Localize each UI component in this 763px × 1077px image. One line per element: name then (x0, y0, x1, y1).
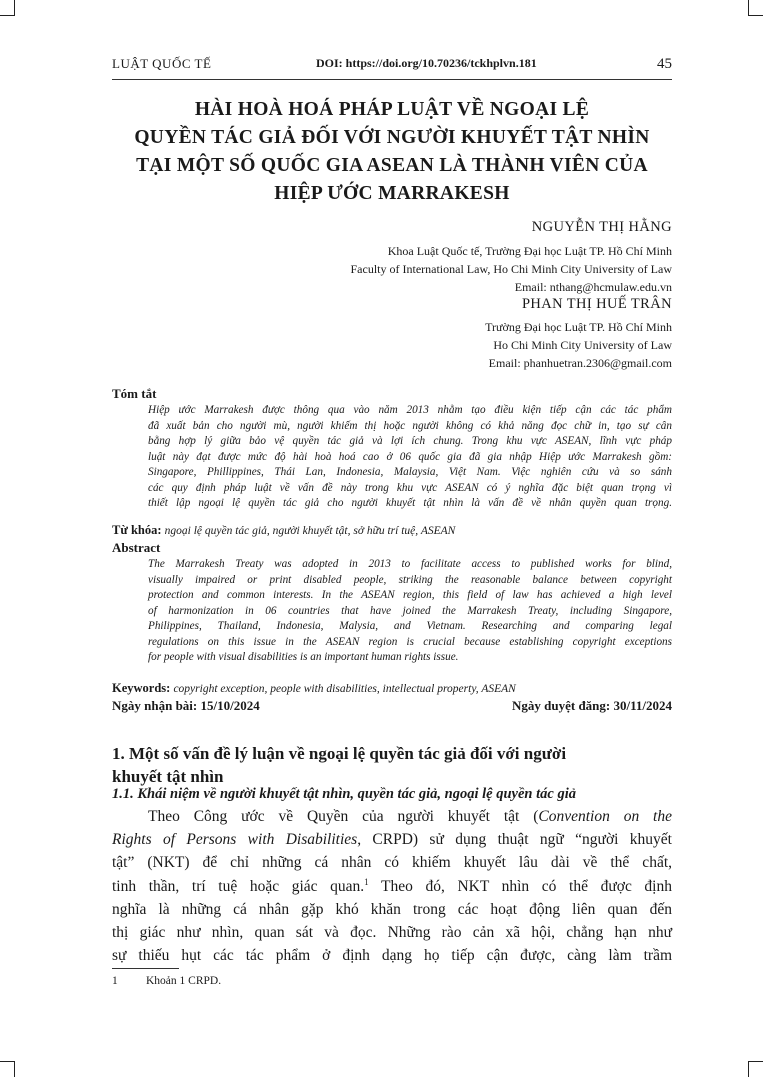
summary-line: Hiệp ước Marrakesh được thông qua vào năm 2013 nhằm tạo điều kiện tiếp cận các tác phẩm (148, 404, 672, 416)
footnote-divider (112, 968, 179, 969)
abstract-line: protection and common interests. In the ASEAN region, this field of law has achieved a high level (148, 589, 672, 601)
body-line: Theo Công ước về Quyền của người khuyết tật (Convention on the (148, 808, 672, 825)
author-1-affiliation-en: Faculty of International Law, Ho Chi Minh City University of Law (350, 262, 672, 276)
author-2-affiliation-vi: Trường Đại học Luật TP. Hồ Chí Minh (485, 320, 672, 334)
crop-mark-top-left-v (14, 0, 15, 16)
abstract-line: visually impaired or print disabled people, striking the reasonable balance between copyright (148, 573, 672, 586)
title-line: QUYỀN TÁC GIẢ ĐỐI VỚI NGƯỜI KHUYẾT TẬT NHÌN (134, 127, 650, 148)
abstract-line: Philippines, Thailand, Indonesia, Malysia, and Vietnam. Researching and comparing legal (148, 620, 672, 632)
summary-line: đã xuất bản cho người mù, người khiếm thị hoặc người không có khả năng đọc chữ in, tạo sự cân (148, 419, 672, 432)
keywords-en-text: copyright exception, people with disabilities, intellectual property, ASEAN (173, 683, 516, 695)
author-2-affiliation-en: Ho Chi Minh City University of Law (493, 338, 672, 352)
author-1-affiliation-vi: Khoa Luật Quốc tế, Trường Đại học Luật TP. Hồ Chí Minh (387, 244, 672, 258)
summary-text (148, 403, 672, 512)
summary-line: bằng hợp lý giữa bảo vệ quyền tác giả và lợi ích chung. Trong khu vực ASEAN, lĩnh vực pháp (148, 435, 672, 447)
abstract-line: for people with visual disabilities is an important human rights issue. (148, 651, 459, 663)
title-line: HÀI HOÀ HOÁ PHÁP LUẬT VỀ NGOẠI LỆ (194, 99, 590, 120)
crop-mark-bottom-right-v (748, 1061, 749, 1077)
crop-mark-top-right-h (749, 15, 763, 16)
keywords-en-label: Keywords: (112, 681, 171, 695)
abstract-label: Abstract (112, 540, 161, 555)
body-line: thị giác như nhìn, quan sát và đọc. Những rào cản xã hội, chẳng hạn như (112, 924, 672, 942)
doi-link[interactable]: DOI: https://doi.org/10.70236/tckhplvn.181 (316, 56, 537, 70)
received-date: Ngày nhận bài: 15/10/2024 (112, 698, 260, 713)
keywords-en (112, 681, 516, 696)
abstract-line: The Marrakesh Treaty was adopted in 2013 to facilitate access to published works for blind, (148, 558, 672, 570)
journal-section-name: LUẬT QUỐC TẾ (112, 56, 212, 71)
footnote-number: 1 (112, 975, 118, 987)
keywords-vi (112, 523, 455, 538)
body-line: sự thiếu hụt các tác phẩm ở định dạng họ tiếp cận được, càng làm trầm (112, 947, 672, 965)
subsection-heading: 1.1. Khái niệm về người khuyết tật nhìn, quyền tác giả, ngoại lệ quyền tác giả (112, 786, 576, 802)
accepted-date: Ngày duyệt đăng: 30/11/2024 (512, 698, 672, 713)
crop-mark-bottom-left-v (14, 1061, 15, 1077)
article-dates (112, 698, 672, 714)
section-heading-line: khuyết tật nhìn (112, 767, 224, 786)
title-line: HIỆP ƯỚC MARRAKESH (274, 183, 510, 204)
abstract-line: regulations on this issue in the ASEAN region is crucial because establishing copyright exceptions (148, 635, 672, 648)
body-line: Rights of Persons with Disabilities, CRPD) sử dụng thuật ngữ “người khuyết (112, 831, 672, 849)
footnote-ref[interactable]: 1 (364, 876, 369, 887)
section-heading (112, 742, 672, 788)
keywords-vi-text: ngoại lệ quyền tác giả, người khuyết tật, sở hữu trí tuệ, ASEAN (164, 525, 456, 537)
footnote-text: Khoản 1 CRPD. (146, 975, 222, 987)
body-paragraph (112, 805, 672, 967)
running-header (112, 56, 672, 74)
crop-mark-top-right-v (748, 0, 749, 16)
body-line: tinh thần, trí tuệ hoặc giác quan.$^1$ Theo đó, NKT nhìn có thể được định (112, 876, 672, 895)
body-line: nghĩa là những cá nhân gặp khó khăn trong các hoạt động liên quan đến (112, 900, 672, 918)
summary-line: Singapore, Phillippines, Thái Lan, Indonesia, Malaysia, Việt Nam. Việc nghiên cứu và so sánh (148, 466, 672, 478)
abstract-line: of harmonization in 06 countries that have joined the Marrakesh Treaty, including Singapore, (148, 604, 672, 617)
crop-mark-bottom-right-h (749, 1061, 763, 1062)
crop-mark-top-left-h (0, 15, 14, 16)
body-line: tật” (NKT) để chỉ những cá nhân có khiếm khuyết lâu dài về thể chất, (112, 854, 672, 872)
summary-line: các quy định pháp luật về vấn đề này trong khu vực ASEAN có ý nghĩa đặc biệt quan trọng vì (148, 481, 672, 494)
article-title (112, 96, 672, 208)
keywords-vi-label: Từ khóa: (112, 523, 162, 537)
crop-mark-bottom-left-h (0, 1061, 14, 1062)
author-1-email[interactable]: Email: nthang@hcmulaw.edu.vn (514, 280, 672, 294)
page-number: 45 (657, 56, 672, 72)
summary-label: Tóm tắt (112, 386, 157, 401)
summary-line: thiết lập ngoại lệ quyền tác giả cho người khuyết tật nhìn là vấn đề về nhân quyền quan trọng. (148, 497, 672, 509)
abstract-text (148, 557, 672, 666)
summary-line: luật này đạt được mức độ hài hoà hoá cao ở 06 quốc gia đã gia nhập Hiệp ước Marrakesh gồm: (148, 450, 672, 463)
author-2-email[interactable]: Email: phanhuetran.2306@gmail.com (488, 356, 672, 370)
footnote (112, 975, 221, 987)
author-name-1: NGUYỄN THỊ HẰNG (531, 219, 672, 235)
title-line: TẠI MỘT SỐ QUỐC GIA ASEAN LÀ THÀNH VIÊN CỦA (136, 155, 648, 176)
author-name-2: PHAN THỊ HUẾ TRÂN (521, 296, 672, 312)
section-heading-line: 1. Một số vấn đề lý luận về ngoại lệ quyền tác giả đối với người (112, 744, 567, 763)
header-divider (112, 79, 672, 80)
